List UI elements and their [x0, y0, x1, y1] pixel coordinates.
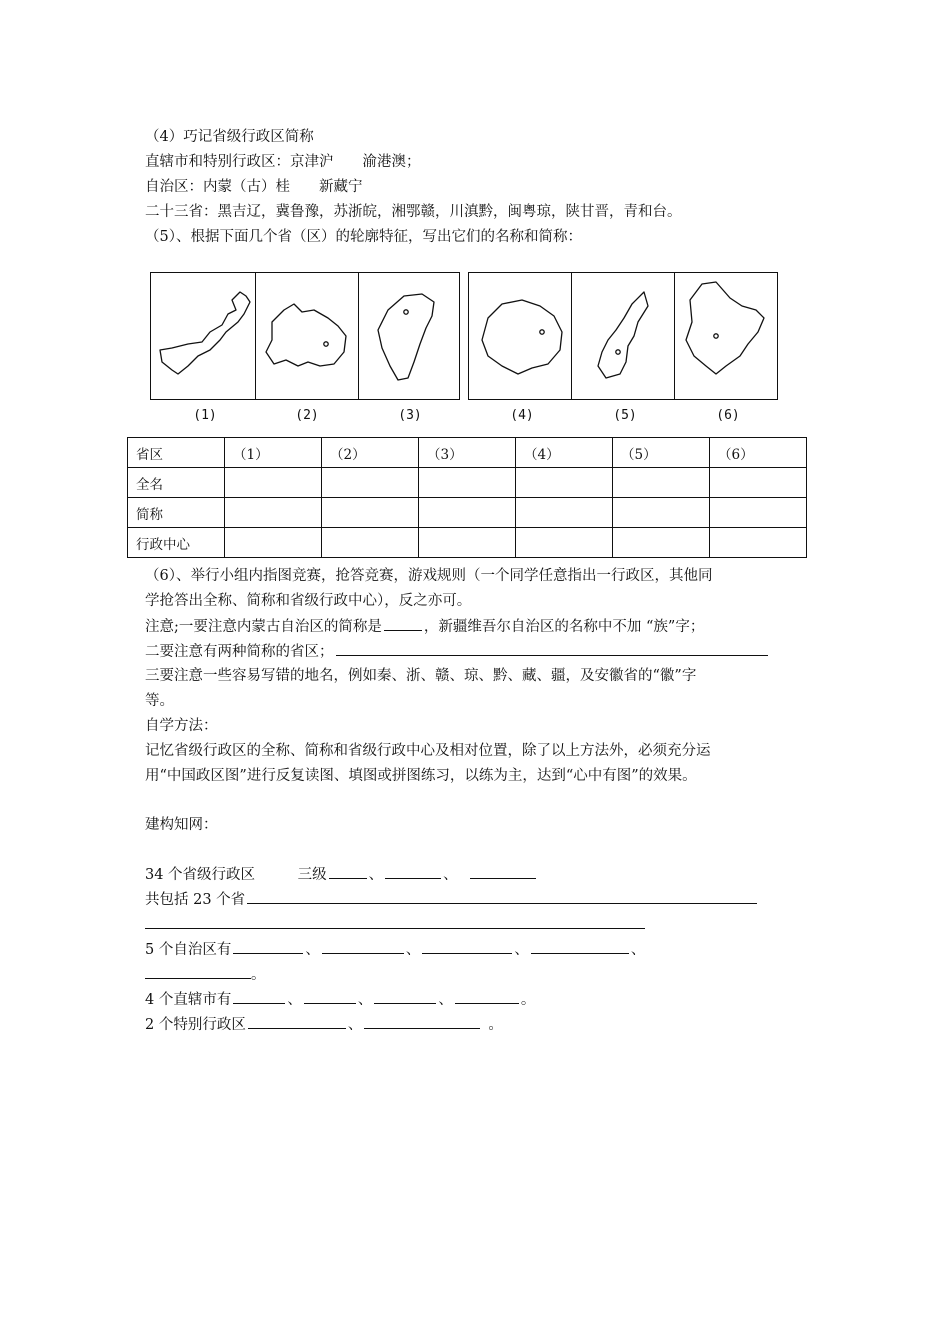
table-header-cell: （1）: [225, 438, 322, 468]
method-line2: 用“中国政区图”进行反复读图、填图或拼图练习，以练为主，达到“心中有图”的效果。: [145, 768, 697, 784]
answer-cell[interactable]: [613, 528, 710, 558]
outline-4: [482, 300, 562, 374]
answer-cell[interactable]: [322, 468, 419, 498]
outline-3: [378, 294, 434, 380]
province-answer-table: [127, 437, 807, 558]
answer-blank[interactable]: [145, 964, 251, 979]
answer-cell[interactable]: [225, 528, 322, 558]
separator: 、: [405, 942, 421, 958]
answer-cell[interactable]: [322, 528, 419, 558]
table-header-row: [128, 438, 807, 468]
answer-blank[interactable]: [304, 989, 356, 1004]
network-line3: [145, 939, 645, 960]
answer-blank[interactable]: [336, 641, 768, 656]
outline-2: [266, 304, 346, 366]
map-label-4: (4): [510, 408, 534, 423]
outline-5: [598, 292, 648, 378]
method-line1: 记忆省级行政区的全称、简称和省级行政中心及相对位置，除了以上方法外，必须充分运: [145, 743, 711, 759]
answer-blank[interactable]: [145, 914, 645, 929]
table-header-cell: （4）: [516, 438, 613, 468]
answer-cell[interactable]: [419, 498, 516, 528]
method-title: 自学方法：: [145, 718, 218, 734]
row-label: 简称: [128, 498, 225, 528]
network-autonomous-label: 5 个自治区有: [145, 942, 232, 958]
answer-cell[interactable]: [516, 468, 613, 498]
answer-blank[interactable]: [322, 939, 404, 954]
answer-cell[interactable]: [516, 498, 613, 528]
section4-line3: 二十三省：黑吉辽，冀鲁豫，苏浙皖，湘鄂赣，川滇黔，闽粤琼，陕甘晋，青和台。: [145, 204, 682, 220]
note-1: [145, 616, 704, 637]
answer-blank[interactable]: [385, 864, 441, 879]
table-header-cell: （3）: [419, 438, 516, 468]
answer-blank[interactable]: [364, 1014, 480, 1029]
network-title: 建构知网：: [145, 817, 218, 833]
network-sar-label: 2 个特别行政区: [145, 1017, 246, 1033]
section5-title: （5）、根据下面几个省（区）的轮廓特征，写出它们的名称和简称：: [145, 229, 582, 245]
answer-blank[interactable]: [247, 889, 757, 904]
table-row: [128, 468, 807, 498]
answer-blank[interactable]: [248, 1014, 346, 1029]
period: 。: [520, 992, 536, 1008]
answer-cell[interactable]: [710, 498, 807, 528]
period: 。: [251, 967, 266, 983]
table-row: [128, 498, 807, 528]
row-label: 全名: [128, 468, 225, 498]
separator: 、: [305, 942, 320, 958]
network-line5: [145, 1014, 503, 1035]
section4-line2: 自治区：内蒙（古）桂 新藏宁: [145, 179, 363, 195]
section6-line2: 学抢答出全称、简称和省级行政中心），反之亦可。: [145, 593, 472, 609]
outline-1: [160, 292, 250, 374]
separator: 、: [357, 992, 373, 1008]
separator: 、: [630, 942, 646, 958]
section4-line1: 直辖市和特别行政区：京津沪 渝港澳；: [145, 154, 421, 170]
answer-cell[interactable]: [225, 498, 322, 528]
map-label-2: (2): [295, 408, 319, 423]
note-2-text: 二要注意有两种简称的省区；: [145, 644, 334, 660]
note-1-start: 注意;一要注意内蒙古自治区的简称是: [145, 619, 382, 635]
table-header-cell: （6）: [710, 438, 807, 468]
province-outlines: [150, 270, 785, 405]
table-header-cell: 省区: [128, 438, 225, 468]
network-municipalities-label: 4 个直辖市有: [145, 992, 232, 1008]
network-levels-label: 三级: [297, 867, 327, 883]
row-label: 行政中心: [128, 528, 225, 558]
answer-cell[interactable]: [322, 498, 419, 528]
network-line2-continued: [145, 914, 645, 935]
answer-blank[interactable]: [455, 989, 519, 1004]
answer-blank[interactable]: [531, 939, 629, 954]
answer-cell[interactable]: [613, 468, 710, 498]
note-3-line2: 等。: [145, 693, 174, 709]
answer-cell[interactable]: [710, 468, 807, 498]
network-line2: [145, 889, 759, 910]
map-label-1: (1): [193, 408, 217, 423]
answer-cell[interactable]: [419, 468, 516, 498]
network-line1: [145, 864, 538, 885]
answer-cell[interactable]: [516, 528, 613, 558]
table-header-cell: （2）: [322, 438, 419, 468]
map-label-6: (6): [716, 408, 740, 423]
network-line1-label: 34 个省级行政区: [145, 867, 256, 883]
separator: 、: [347, 1017, 363, 1033]
province-outline-figure: [150, 270, 785, 430]
answer-cell[interactable]: [419, 528, 516, 558]
answer-cell[interactable]: [225, 468, 322, 498]
section4-title: （4）巧记省级行政区简称: [145, 129, 314, 145]
separator: 、: [443, 867, 458, 883]
map-label-3: (3): [398, 408, 422, 423]
section6-line1: （6）、举行小组内指图竞赛，抢答竞赛，游戏规则（一个同学任意指出一行政区，其他同: [145, 568, 713, 584]
separator: 、: [368, 867, 384, 883]
separator: 、: [514, 942, 529, 958]
answer-blank[interactable]: [384, 616, 422, 631]
answer-blank[interactable]: [374, 989, 436, 1004]
table-row: [128, 528, 807, 558]
note-1-end: ，新疆维吾尔自治区的名称中不加 “族”字；: [423, 619, 705, 635]
answer-blank[interactable]: [329, 864, 367, 879]
answer-cell[interactable]: [613, 498, 710, 528]
note-3-line1: 三要注意一些容易写错的地名，例如秦、浙、赣、琼、黔、藏、疆，及安徽省的“徽”字: [145, 668, 697, 684]
network-provinces-label: 共包括 23 个省: [145, 892, 246, 908]
answer-blank[interactable]: [470, 864, 536, 879]
answer-blank[interactable]: [422, 939, 512, 954]
period: 。: [488, 1017, 503, 1033]
table-header-cell: （5）: [613, 438, 710, 468]
separator: 、: [438, 992, 453, 1008]
answer-blank[interactable]: [233, 989, 285, 1004]
network-line4: [145, 989, 535, 1010]
outline-6: [686, 282, 764, 374]
network-line3-continued: [145, 964, 266, 985]
answer-cell[interactable]: [710, 528, 807, 558]
separator: 、: [287, 992, 302, 1008]
map-label-5: (5): [613, 408, 637, 423]
answer-blank[interactable]: [233, 939, 303, 954]
note-2: [145, 641, 770, 662]
